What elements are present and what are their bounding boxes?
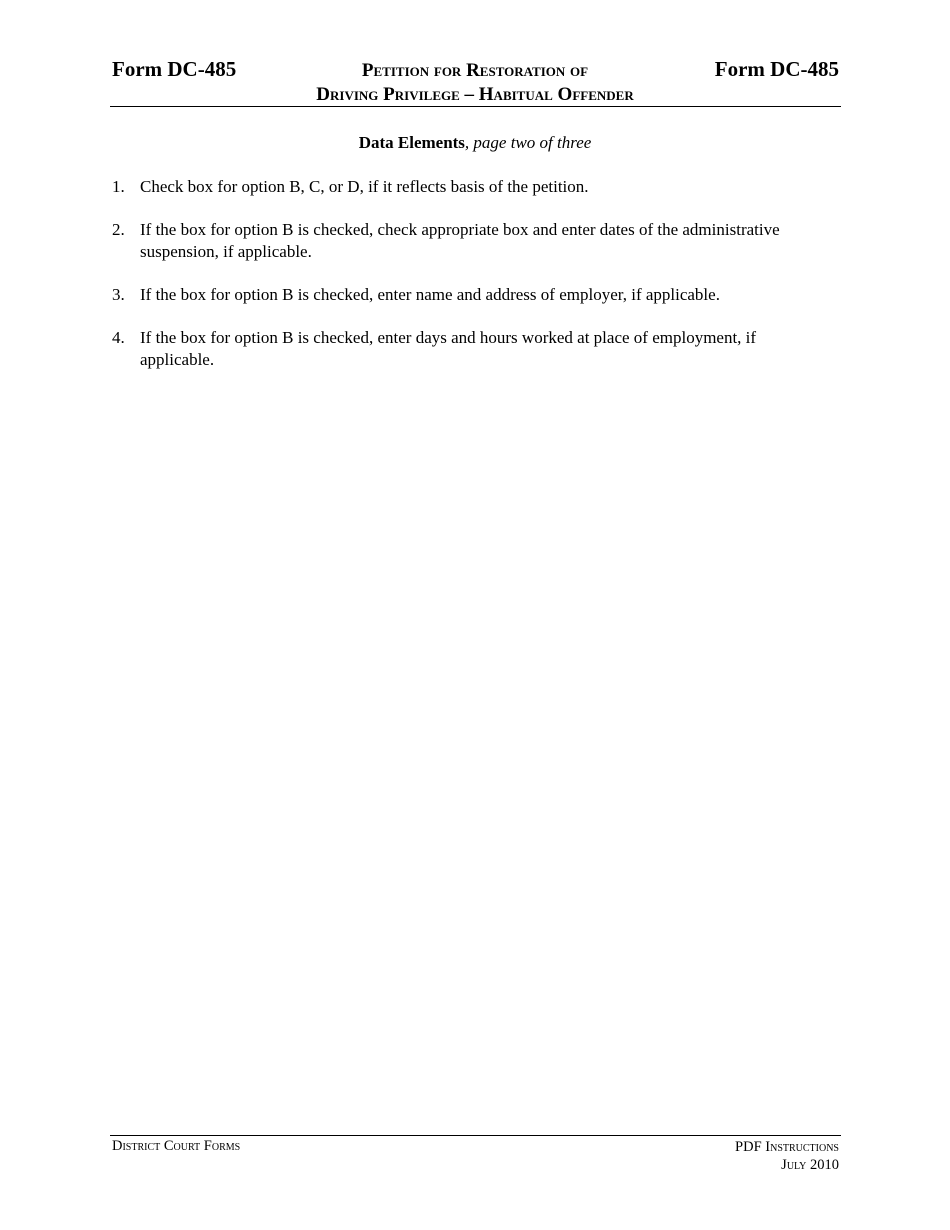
section-heading — [0, 133, 950, 153]
item-text: If the box for option B is checked, enter name and address of employer, if applicable. — [140, 285, 720, 304]
item-text: If the box for option B is checked, enter days and hours worked at place of employment, if applicable. — [140, 328, 757, 369]
list-item — [112, 219, 832, 263]
list-item — [112, 176, 832, 198]
item-number: 4. — [112, 328, 125, 347]
item-number: 1. — [112, 177, 125, 196]
footer-left: District Court Forms — [112, 1138, 241, 1154]
footer-right-line-1: PDF Instructions — [735, 1139, 839, 1155]
item-number: 3. — [112, 285, 125, 304]
item-number: 2. — [112, 220, 125, 239]
form-number-left: Form DC-485 — [112, 57, 237, 81]
footer-divider — [110, 1135, 841, 1136]
form-number-right: Form DC-485 — [714, 57, 839, 81]
footer-right — [735, 1138, 839, 1174]
list-item — [112, 284, 832, 306]
footer-right-line-2: July 2010 — [781, 1157, 839, 1173]
item-text: Check box for option B, C, or D, if it reflects basis of the petition. — [140, 177, 589, 196]
section-heading-italic: , page two of three — [464, 133, 592, 152]
item-text: If the box for option B is checked, check appropriate box and enter dates of the administrative suspension, if applicable. — [140, 220, 780, 261]
header-divider — [110, 106, 841, 107]
list-item — [112, 327, 832, 371]
data-elements-list — [112, 176, 832, 392]
title-line-1: Petition for Restoration of — [361, 60, 589, 81]
title-line-2: Driving Privilege – Habitual Offender — [316, 84, 634, 105]
section-heading-bold: Data Elements — [358, 133, 465, 152]
page-title — [240, 59, 710, 107]
